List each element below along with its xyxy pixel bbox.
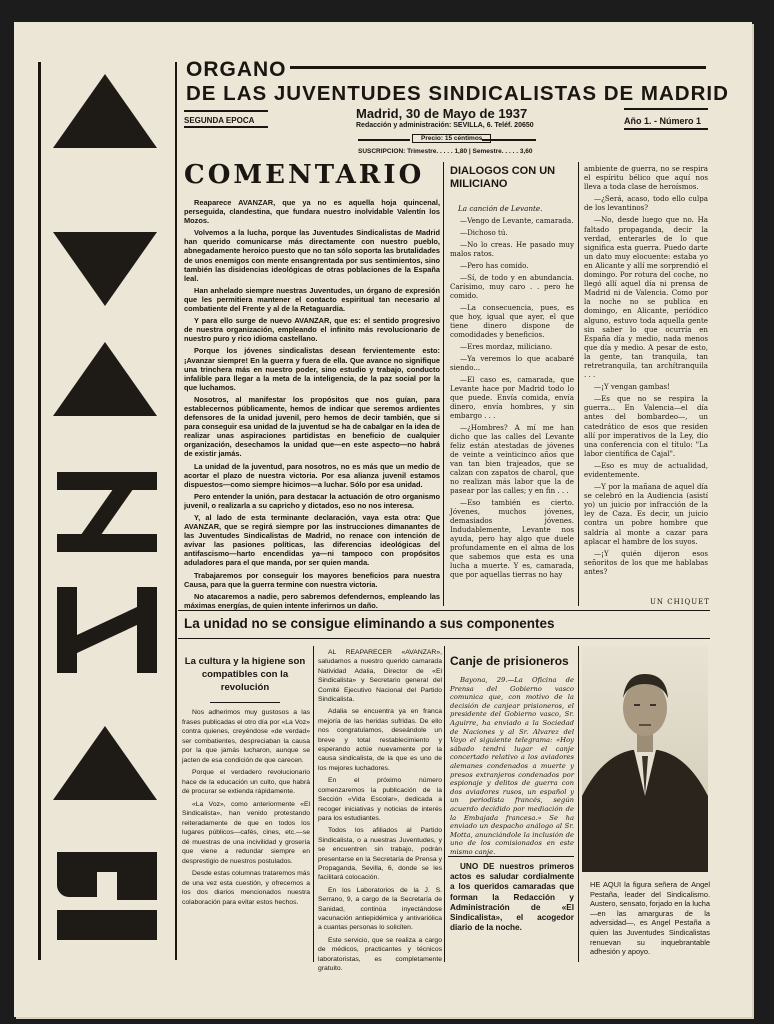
dialogo-line: —No, desde luego que no. Ha faltado propaganda, decir la verdad, enterarles de lo que significa esta guerra. Puedo darte un dato muy elocuente: estaba yo en Alicante y allí me sorprendió el domingo. Por rotura del coche, no llegó allí aquel día ni prensa de Madrid ni de Valencia. Como por la noche no se publica en domingo, en Alicante, periódico alguno, estuvo toda aquella gente sin saber lo que ocurría en España día y medio, nada menos que día y medio. A pesar de esto, la gente, tan tranquila, tan retretranquila, tan archítranquila . . . <box>584 215 708 380</box>
cultura-rule <box>210 702 280 703</box>
saludo-body <box>450 862 574 933</box>
dialogo-line: —Dichoso tú. <box>460 228 508 237</box>
dialogos-column-1 <box>450 216 574 608</box>
header-rule <box>358 139 410 141</box>
dialogo-line: —¡Y quién dijeron esos señoritos de los que me hablabas antes? <box>584 548 708 576</box>
column-rule <box>443 162 444 606</box>
masthead-letter-v <box>53 232 157 306</box>
cultura-paragraph: «La Voz», como anteriormente «El Sindicalista», han venido protestando reiteradamente de que en todos los lugares públicos—cafés, cines, etc.—se dé muestras de una incivilidad y grosería que viene a redundar siempre en desprestigio de nuestros postulados. <box>182 800 310 865</box>
dialogo-line: —Pero has comido. <box>460 261 529 270</box>
dialogo-line: —¿Hombres? A mí me han dicho que las calles del Levante feliz están atestadas de jóvenes de veinte a veinticinco años que van tan bien trajeados, que se calzan con zapatos de charol, que no realizan más labor que la de pasear por las calles; y en fin . . . <box>450 423 574 495</box>
dialogo-line: —¿Será, acaso, todo ello culpa de los levantinos? <box>584 194 708 213</box>
cultura-paragraph: Nos adherimos muy gustosos a las frases publicadas el otro día por «La Voz» contra quienes, creyéndose «de verdad» ser combatientes, despreciaban la causa por la que jamás lucharon, aunque se jacten de esa condición de que carecen. <box>182 709 310 764</box>
canje-body <box>450 676 574 856</box>
dialogo-line: —Vengo de Levante, camarada. <box>460 216 574 225</box>
comentario-paragraph: Reaparece AVANZAR, que ya no es aquella hoja quincenal, perseguida, clandestina, que fundara nuestro inolvidable Valentín los Mozos. <box>184 198 440 226</box>
comentario-paragraph: La unidad de la juventud, para nosotros, no es más que un medio de acortar el plazo de nuestra victoria. Por esa alianza juvenil estamos dispuestos—como siempre hicimos—a luchar. Sólo por esa unidad. <box>184 461 440 489</box>
header-rule <box>184 110 268 112</box>
dialogo-line: —Eres mordaz, miliciano. <box>460 342 553 351</box>
comentario-paragraph: Y para ello surge de nuevo AVANZAR, que es: el sentido progresivo de nuestra organización, empleando el infinito más revolucionario de nuestro puro y rico idioma castellano. <box>184 316 440 344</box>
dialogo-line: —¡Y vengan gambas! <box>594 382 671 392</box>
comentario-title: COMENTARIO <box>184 160 425 190</box>
canje-paragraph: Bayona, 29.—La Oficina de Prensa del Gobierno vasco comunica que, con motivo de la decisión de canjear prisioneros, el presidente del Gobierno vasco, Sr. Aguirre, ha enviado a la Sociedad de Naciones y al Sr. Alvarez del Vayo el siguiente telegrama: «Hoy sábado tendrá lugar el canje concertado relativo a los aviadores alemanes condenados a muerte y presos extranjeros condenados por espionaje y delitos de guerra con dos aviadores rusos, un español y un periodista francés, según acuerdo decidido por mediación de la Embajada francesa.» Se ha enviado un despacho análogo al Sr. Motta, anunciándole la inclusión de uno de los comisionados en este mismo canje. <box>450 676 574 856</box>
comentario-body <box>184 198 440 610</box>
column-rule <box>313 646 314 962</box>
dialogo-line: —Y por la mañana de aquel día se celebró en la Audiencia (asistí yo) un juicio por infracción de la ley de Caza. Es decir, un juicio contra un pobre hombre que saldría al monte a cazar para aplacar el hambre de los suyos. <box>584 482 708 546</box>
masthead-letter-z <box>57 587 157 673</box>
header-rule <box>482 139 536 141</box>
dialogos-subtitle: La canción de Levante. <box>458 204 543 213</box>
dialogo-line: ambiente de guerra, no se respira el espíritu bélico que aquí nos lleva a toda clase de heroísmos. <box>584 164 708 192</box>
cultura-body <box>182 708 310 960</box>
reaparecer-paragraph: Este servicio, que se realiza a cargo de médicos, practicantes y técnicos laboratoristas, es completamente gratuito. <box>318 936 442 972</box>
header-date: Madrid, 30 de Mayo de 1937 <box>356 106 528 121</box>
reaparecer-body <box>318 648 442 972</box>
saludo-paragraph: UNO DE nuestros primeros actos es saludar cordialmente a los queridos camaradas que forman la Redacción y Administración de «El Sindicalista», el acogedor diario de la noche. <box>450 862 574 933</box>
header-epoca: SEGUNDA EPOCA <box>184 116 255 125</box>
dialogos-column-2 <box>584 164 708 596</box>
header-rule <box>624 128 708 130</box>
masthead-letter-r <box>57 852 157 940</box>
banner-rule <box>178 638 710 639</box>
dialogo-line: —La consecuencia, pues, es que hoy, igual que ayer, el que tiene dinero dispone de comodidades y beneficios. <box>450 303 574 339</box>
comentario-paragraph: No atacaremos a nadie, pero sabremos defendernos, empleando las máximas energías, de quien intente inferirnos un daño. <box>184 591 440 610</box>
comentario-paragraph: Volvemos a la lucha, porque las Juventudes Sindicalistas de Madrid han querido comunicarse más directamente con nuestro pueblo, abnegadamente heroico puesto que no tan sólo soporta las brutalidades de unos enemigos con mente ensangrentada por sus sentimientos, sino también las disidencias ideológicas de otras poblaciones de la España leal. <box>184 228 440 283</box>
masthead-letter-a <box>53 342 157 416</box>
banner-rule <box>178 610 710 611</box>
column-rule <box>578 646 579 962</box>
comentario-paragraph: Trabajaremos por conseguir los mayores beneficios para nuestra Causa, para que la guerra termine con nuestra victoria. <box>184 570 440 589</box>
cultura-paragraph: Porque el verdadero revolucionario hace de la educación un culto, que habrá de procurar se extienda rápidamente. <box>182 769 310 795</box>
header-line2: DE LAS JUVENTUDES SINDICALISTAS DE MADRID <box>186 82 729 105</box>
header-suscripcion: SUSCRIPCION: Trimestre. . . . . 1,80 | Semestre. . . . . 3,60 <box>358 148 533 155</box>
dialogos-title: DIALOGOS CON UN MILICIANO <box>450 165 556 190</box>
masthead-letter-a <box>53 74 157 148</box>
header-precio: Precio: 15 céntimos <box>412 134 491 143</box>
reaparecer-paragraph: En el próximo número comenzaremos la publicación de la Sección «Vida Escolar», dedicada a recoger iniciativas y noticias de interés para los estudiantes. <box>318 777 442 822</box>
comentario-paragraph: Pero entender la unión, para destacar la actuación de otro organismo juvenil, o realizarla a su capricho y dictados, eso no nos interesa. <box>184 491 440 510</box>
header-line1: ORGANO <box>186 58 287 81</box>
header-rule <box>290 66 706 69</box>
dialogo-line: —Eso es muy de actualidad, evidentemente. <box>584 460 708 479</box>
reaparecer-paragraph: Todos los afiliados al Partido Sindicalista, o a nuestras Juventudes, y se encuentren sin trabajo, podrán presentarse en la Secretaría de Prensa y Propaganda, Sevilla, 6, donde se les facilitará colocación. <box>318 827 442 882</box>
reaparecer-paragraph: Adalia se encuentra ya en franca mejoría de las heridas sufridas. De ello nos congratulamos, deseándole un breve y total restablecimiento y esperando actúe nuevamente por la causa sindicalista, de la que es uno de los mejores luchadores. <box>318 708 442 772</box>
comentario-paragraph: Porque los jóvenes sindicalistas desean fervientemente esto: ¡Avanzar siempre! En la guerra y fuera de ella. Que avance no signifique una trinchera más en nuestro poder, sino estudio y trabajo, conducto infalible para llegar a la meta de la inteligencia, de la paz social por la que luchamos. <box>184 346 440 392</box>
canje-rule <box>448 856 574 857</box>
header-redaccion: Redacción y administración: SEVILLA, 6. Teléf. 20650 <box>356 122 534 129</box>
header-issue: Año 1. - Número 1 <box>624 116 702 126</box>
dialogo-line: —Ya veremos lo que acabaré siendo... <box>450 354 574 372</box>
portrait-photo <box>582 646 708 872</box>
masthead-vertical <box>38 62 177 960</box>
caption-text: HE AQUI la figura señera de Angel Pestaña, leader del Sindicalismo. Austero, sensato, forjado en la lucha—en las amarguras de la adversidad—, es Angel Pestaña a quien las Juventudes Sindicalistas renuevan su inquebrantable adhesión y apoyo. <box>590 880 710 957</box>
column-rule <box>444 646 445 962</box>
reaparecer-paragraph: En los Laboratorios de la J. S. Serrano, 9, a cargo de la Secretaría de Sanidad, continúa inyectándose vacunación antiepidémica y antivariólica a cuantas personas lo soliciten. <box>318 886 442 932</box>
dialogos-signature: UN CHIQUET <box>650 598 710 606</box>
cultura-paragraph: Desde estas columnas trataremos más de una vez esta cuestión, y ofrecemos a los dos diarios mencionados nuestra colaboración para evitar estos hechos. <box>182 870 310 906</box>
dialogo-line: —Es que no se respira la guerra... En Valencia—el día antes del bombardeo—, un catedrático de esos que residen allí por imperativos de la Ley, dio una conferencia con el título: "La labor científica de Cajal". <box>584 394 708 458</box>
comentario-paragraph: Y, al lado de esta terminante declaración, vaya esta otra: Que AVANZAR, que se regirá siempre por las instrucciones dimanantes de las Juventudes Sindicalistas de Madrid, no renace con intención de avivar las pasiones políticas, las diferencias ideológicas del antifascismo—harto encendidas ya—ni tampoco con propósitos aduladores para el que manda, por ser quien manda. <box>184 513 440 568</box>
masthead-letter-a <box>53 726 157 800</box>
banner-headline: La unidad no se consigue eliminando a sus componentes <box>184 616 555 631</box>
column-rule <box>578 162 579 606</box>
photo-caption <box>590 880 710 970</box>
dialogo-line: —Eso también es cierto. Jóvenes, muchos jóvenes, demasiados jóvenes. Indudablemente, Levante nos ayuda, pero hay algo que duele profundamente en el alma de los que sabemos que esta es una lucha a muerte. Y es, camarada, que por aquellas tierras no hay <box>450 498 574 579</box>
dialogo-line: —El caso es, camarada, que Levante hace por Madrid todo lo que puede. Envía comida, envía dinero, envía hombres, y sin embargo . . . <box>450 375 574 420</box>
cultura-title: La cultura y la higiene son compatibles con la revolución <box>184 656 306 693</box>
masthead-letter-n <box>57 472 157 552</box>
canje-title: Canje de prisioneros <box>450 654 569 668</box>
dialogo-line: —No lo creas. He pasado muy malos ratos. <box>450 240 574 258</box>
comentario-paragraph: Han anhelado siempre nuestras Juventudes, un órgano de expresión que les permitiera mantener el contacto espiritual tan necesario al combatiente del Frente y al de la Retaguardia. <box>184 285 440 314</box>
header-rule <box>624 108 708 110</box>
portrait-figure <box>582 646 708 872</box>
header-rule <box>184 126 268 128</box>
dialogo-line: —Sí, de todo y en abundancia. Carísimo, muy caro . . pero he comido. <box>450 273 574 300</box>
comentario-paragraph: Nosotros, al manifestar los propósitos que nos guían, para establecernos públicamente, hemos de indicar que seremos ardientes defensores de la unidad juvenil, pero hemos de decir también, que si para conseguir esa unidad de la juventud se ha de cabalgar en la idea de realizar unas aspiraciones partidistas en beneficio de cualquier organización, desechamos la unidad que—en este aspecto—no habrá de existir jamás. <box>184 394 440 459</box>
reaparecer-paragraph: AL REAPARECER «AVANZAR», saludamos a nuestro querido camarada Natividad Adalia, Director de «El Sindicalista» y Secretario general del Comité Ejecutivo Nacional del Partido Sindicalista. <box>318 649 442 704</box>
